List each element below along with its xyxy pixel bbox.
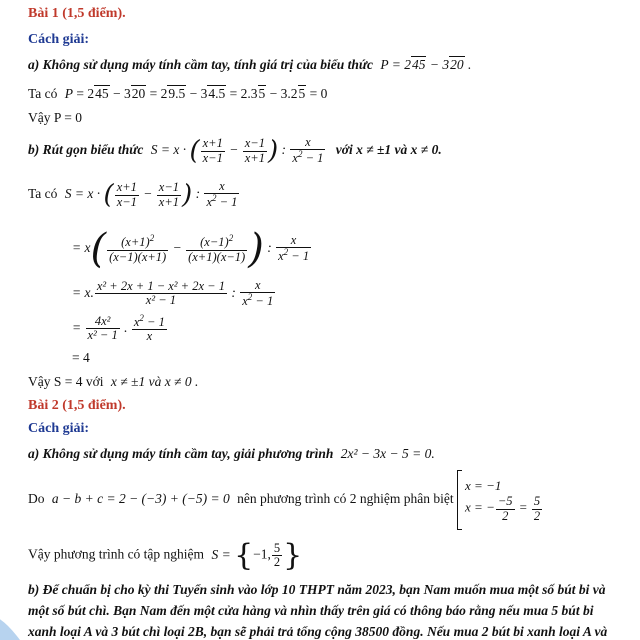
bai1-b-step3-denominator: x² − 1 — [145, 293, 177, 308]
bai1-b-step4-denominator: x² − 1 — [87, 328, 118, 343]
bai2-a-roots: x = −1 x = − $\frac{-5}{2}$ = $\frac{5}{2}$ — [465, 477, 543, 522]
page-corner-decoration — [0, 610, 20, 640]
bai1-b-step4-numerator: 4x² — [86, 315, 120, 329]
bai1-title: Bài 1 (1,5 điểm). — [28, 6, 126, 21]
bai1-b-heading-text: b) Rút gọn biểu thức — [28, 142, 144, 158]
bai2-a-heading-text: a) Không sử dụng máy tính cầm tay, giải phương trình — [28, 446, 334, 461]
bai1-b-step1: Ta có S = x · ( $\frac{x+1}{x-1}$ − $\frac{x-1}{x+1}$ ) : $\frac{x}{x^2 - 1}$ — [28, 179, 238, 210]
bai2-title: Bài 2 (1,5 điểm). — [28, 398, 126, 413]
bai1-b-heading — [28, 136, 442, 166]
bai1-a-work: Ta có P = 245 − 320 = 29.5 − 34.5 = 2.35 − 3.25 = 0 — [28, 86, 328, 101]
roots-bracket — [457, 470, 462, 530]
bai2-b-paragraph-line3: xanh loại A và 3 bút chì loại 2B, bạn sẽ phải trả tổng cộng 38500 đồng. Nếu mua 2 bút bi xanh loại A và — [28, 624, 608, 639]
bai2-b-paragraph-line1: b) Để chuẩn bị cho kỳ thi Tuyển sinh vào lớp 10 THPT năm 2023, bạn Nam muốn mua một số bút bi và — [28, 582, 606, 597]
bai1-b-step5: = 4 — [72, 350, 90, 365]
bai2-a-root1: x = −1 — [465, 478, 502, 494]
bai2-a-root2-prefix: x = − — [465, 500, 495, 516]
bai2-a-set-prefix: S = — [211, 546, 231, 562]
bai1-b-conclusion — [28, 374, 198, 390]
bai1-a-conclusion: Vậy P = 0 — [28, 110, 82, 125]
bai1-b-conclusion-condition: x ≠ ±1 và x ≠ 0 . — [110, 374, 199, 389]
bai1-b-expression: S = x · ( $\frac{x+1}{x-1}$ − $\frac{x-1}{x+1}$ ) : $\frac{x}{x^2 - 1}$ — [150, 135, 324, 166]
bai2-a-work — [28, 470, 543, 530]
bai1-b-step3-numerator: x² + 2x + 1 − x² + 2x − 1 — [96, 279, 225, 294]
bai2-a-equation: 2x² − 3x − 5 = 0. — [340, 446, 435, 461]
bai2-a-conclusion: Vậy phương trình có tập nghiệm S = {−1, $\frac{5}{2}$ } — [28, 538, 303, 573]
bai2-a-do: Do — [28, 491, 45, 507]
bai2-a-set-first: −1, — [253, 546, 271, 562]
bai1-a-heading — [28, 57, 471, 73]
bai1-a-expression: P = 245 − 320 . — [380, 57, 472, 72]
bai1-b-condition: với x ≠ ±1 và x ≠ 0. — [335, 142, 442, 158]
bai1-b-ta-co: Ta có — [28, 186, 58, 202]
bai2-a-conclusion-text: Vậy phương trình có tập nghiệm — [28, 546, 205, 562]
bai1-a-ta-co: Ta có — [28, 86, 58, 101]
bai2-b-paragraph-line2: một số bút chì. Bạn Nam đến một cửa hàng và nhìn thấy trên giá có thông báo rằng nếu mua 5 bút bi — [28, 603, 594, 618]
bai1-b-step2: = x( $\frac{(x+1)^2}{(x-1)(x+1)}$ − $\frac{(x-1)^2}{(x+1)(x-1)}$ ) : $\frac{x}{x^2 - 1}$ — [72, 226, 310, 272]
bai2-cach-giai: Cách giải: — [28, 421, 90, 436]
bai1-b-conclusion-text: Vậy S = 4 với — [28, 374, 104, 389]
bai2-a-heading — [28, 446, 435, 462]
bai1-b-step4: = $\frac{\text{4x²}}{\text{x² − 1}}$ . $\frac{x^2 - 1}{x}$ — [72, 313, 165, 344]
bai2-a-nen: nên phương trình có 2 nghiệm phân biệt — [237, 491, 454, 507]
bai2-a-root2-equals: = — [518, 500, 528, 516]
bai1-a-heading-text: a) Không sử dụng máy tính cầm tay, tính giá trị của biểu thức — [28, 57, 373, 72]
bai1-cach-giai: Cách giải: — [28, 32, 90, 47]
bai1-b-step3: = x. $\frac{\text{x² + 2x + 1 − x² + 2x − 1}}{\text{x² − 1}}$ : $\frac{x}{x^2 - 1}$ — [72, 278, 274, 309]
bai2-a-sum: a − b + c = 2 − (−3) + (−5) = 0 — [51, 491, 230, 507]
